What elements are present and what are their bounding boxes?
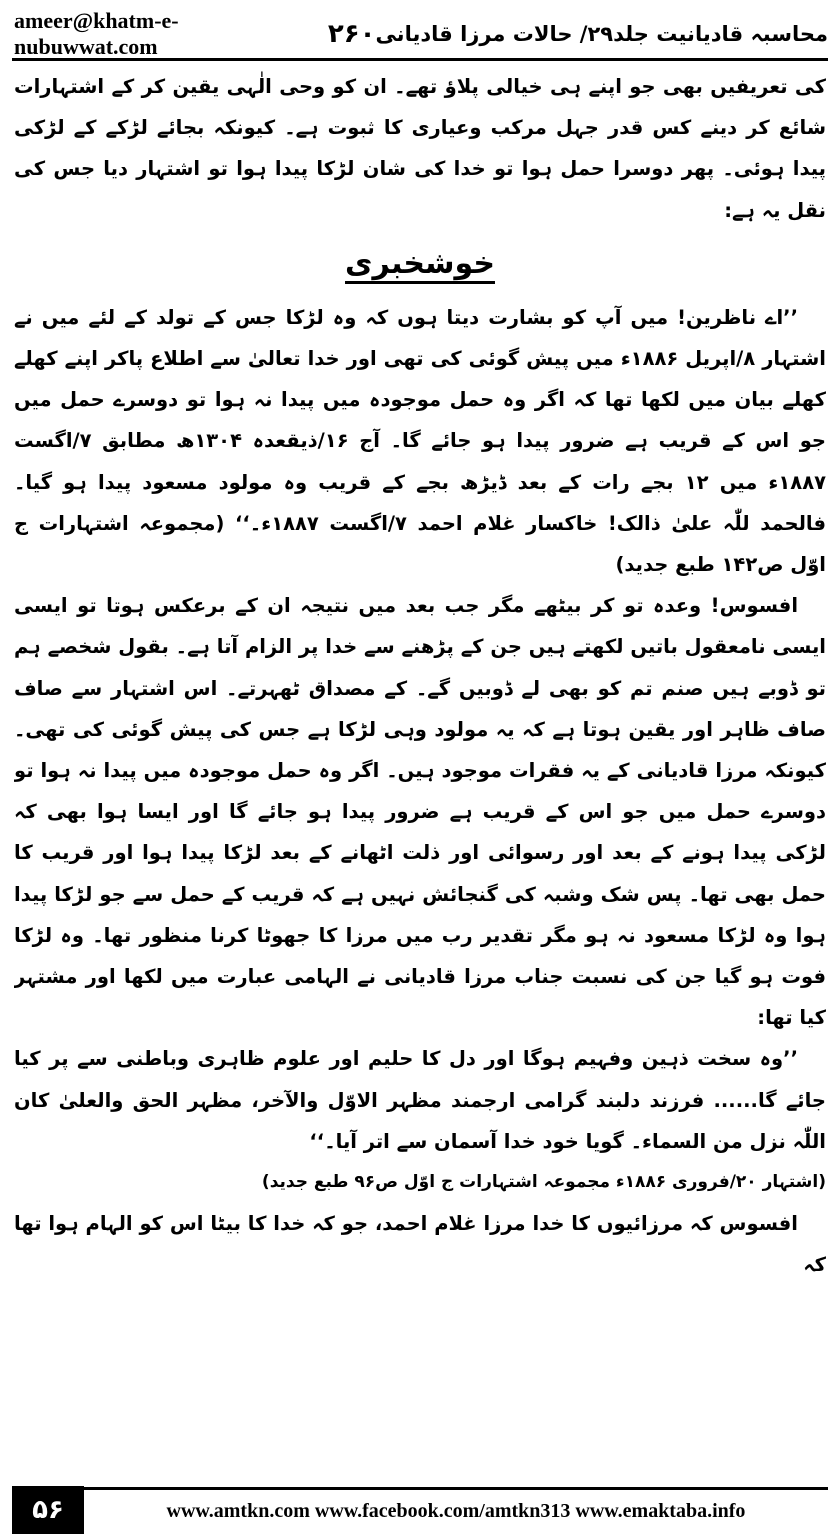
header-rule [12, 58, 828, 61]
page-footer [12, 1486, 828, 1534]
paragraph-intro: کی تعریفیں بھی جو اپنے ہی خیالی پلاؤ تھے۔ ان کو وحی الٰہی یقین کر کے اشتہارات شائع کر دینے کس قدر جہل مرکب وعیاری کا ثبوت ہے۔ کیونکہ بجائے لڑکے کے لڑکی پیدا ہوئی۔ پھر دوسرا حمل ہوا تو خدا کی شان لڑکا پیدا ہوا تو اشتہار دیا جس کی نقل یہ ہے: [14, 75, 826, 222]
page-header [14, 8, 828, 59]
paragraph-announcement-quote: ’’اے ناظرین! میں آپ کو بشارت دیتا ہوں کہ وہ لڑکا جس کے تولد کے لئے میں نے اشتہار ۸/اپریل ۱۸۸۶ء میں پیش گوئی کی تھی اور خدا تعالیٰ سے اطلاع پاکر اپنے کھلے کھلے بیان میں لکھا تھا کہ اگر وہ حمل موجودہ میں پیدا نہ ہوا تو دوسرے حمل میں جو اس کے قریب ہے ضرور پیدا ہو جائے گا۔ آج ۱۶/ذیقعدہ ۱۳۰۴ھ مطابق ۷/اگست ۱۸۸۷ء میں ۱۲ بجے رات کے بعد ڈیڑھ بجے کے قریب وہ مولود مسعود پیدا ہو گیا۔ فالحمد للّٰہ علیٰ ذالک! خاکسار غلام احمد ۷/اگست ۱۸۸۷ء۔‘‘ (مجموعہ اشتہارات ج اوّل ص۱۴۲ طبع جدید) [14, 305, 826, 577]
footer-bar [84, 1487, 828, 1534]
footer-urls: www.amtkn.com www.facebook.com/amtkn313 www.emaktaba.info [166, 1500, 746, 1522]
paragraph-prophecy-quote: ’’وہ سخت ذہین وفہیم ہوگا اور دل کا حلیم اور علوم ظاہری وباطنی سے پر کیا جائے گا...... فرزند دلبند گرامی ارجمند مظہر الاوّل والآخر، مظہر الحق والعلیٰ کان اللّٰہ نزل من السماء۔ گویا خود خدا آسمان سے اتر آیا۔‘‘ [14, 1047, 826, 1153]
paragraph-commentary: افسوس! وعدہ تو کر بیٹھے مگر جب بعد میں نتیجہ ان کے برعکس ہوتا تو ایسی ایسی نامعقول باتیں لکھتے ہیں جن کے پڑھنے سے خدا پر الزام آتا ہے۔ بقول شخصے ہم تو ڈوبے ہیں صنم تم کو بھی لے ڈوبیں گے۔ کے مصداق ٹھہرتے۔ اس اشتہار سے صاف صاف ظاہر اور یقین ہوتا ہے کہ یہ مولود وہی لڑکا ہے جس کی پیش گوئی کی تھی۔ کیونکہ مرزا قادیانی کے یہ فقرات موجود ہیں۔ اگر وہ حمل موجودہ میں پیدا نہ ہوا تو دوسرے حمل میں جو اس کے قریب ہے ضرور پیدا ہو جائے گا اور ایسا ہوا بھی کہ لڑکی پیدا ہونے کے بعد اور رسوائی اور ذلت اٹھانے کے بعد لڑکا پیدا ہوا اور قریب کا حمل بھی تھا۔ پس شک وشبہ کی گنجائش نہیں ہے کہ قریب کے حمل سے جو لڑکا پیدا ہوا وہ لڑکا مسعود نہ ہو مگر تقدیر رب میں مرزا کا جھوٹا کرنا منظور تھا۔ وہ لڑکا فوت ہو گیا جن کی نسبت جناب مرزا قادیانی نے الہامی عبارت میں لکھا اور مشتہر کیا تھا: [14, 594, 826, 1030]
footer-page-box: ۵۶ [12, 1486, 84, 1534]
header-page-number: ۲۶۰ [327, 19, 376, 49]
section-heading: خوشخبری [345, 245, 495, 281]
header-email: ameer@khatm-e-nubuwwat.com [14, 8, 179, 59]
page-body [14, 66, 826, 1466]
paragraph-closing: افسوس کہ مرزائیوں کا خدا مرزا غلام احمد، جو کہ خدا کا بیٹا اس کو الہام ہوا تھا کہ [14, 1212, 826, 1277]
header-title: محاسبہ قادیانیت جلد۲۹/ حالات مرزا قادیانی [375, 22, 828, 46]
paragraph-reference: (اشتہار ۲۰/فروری ۱۸۸۶ء مجموعہ اشتہارات ج اوّل ص۹۶ طبع جدید) [261, 1172, 826, 1193]
